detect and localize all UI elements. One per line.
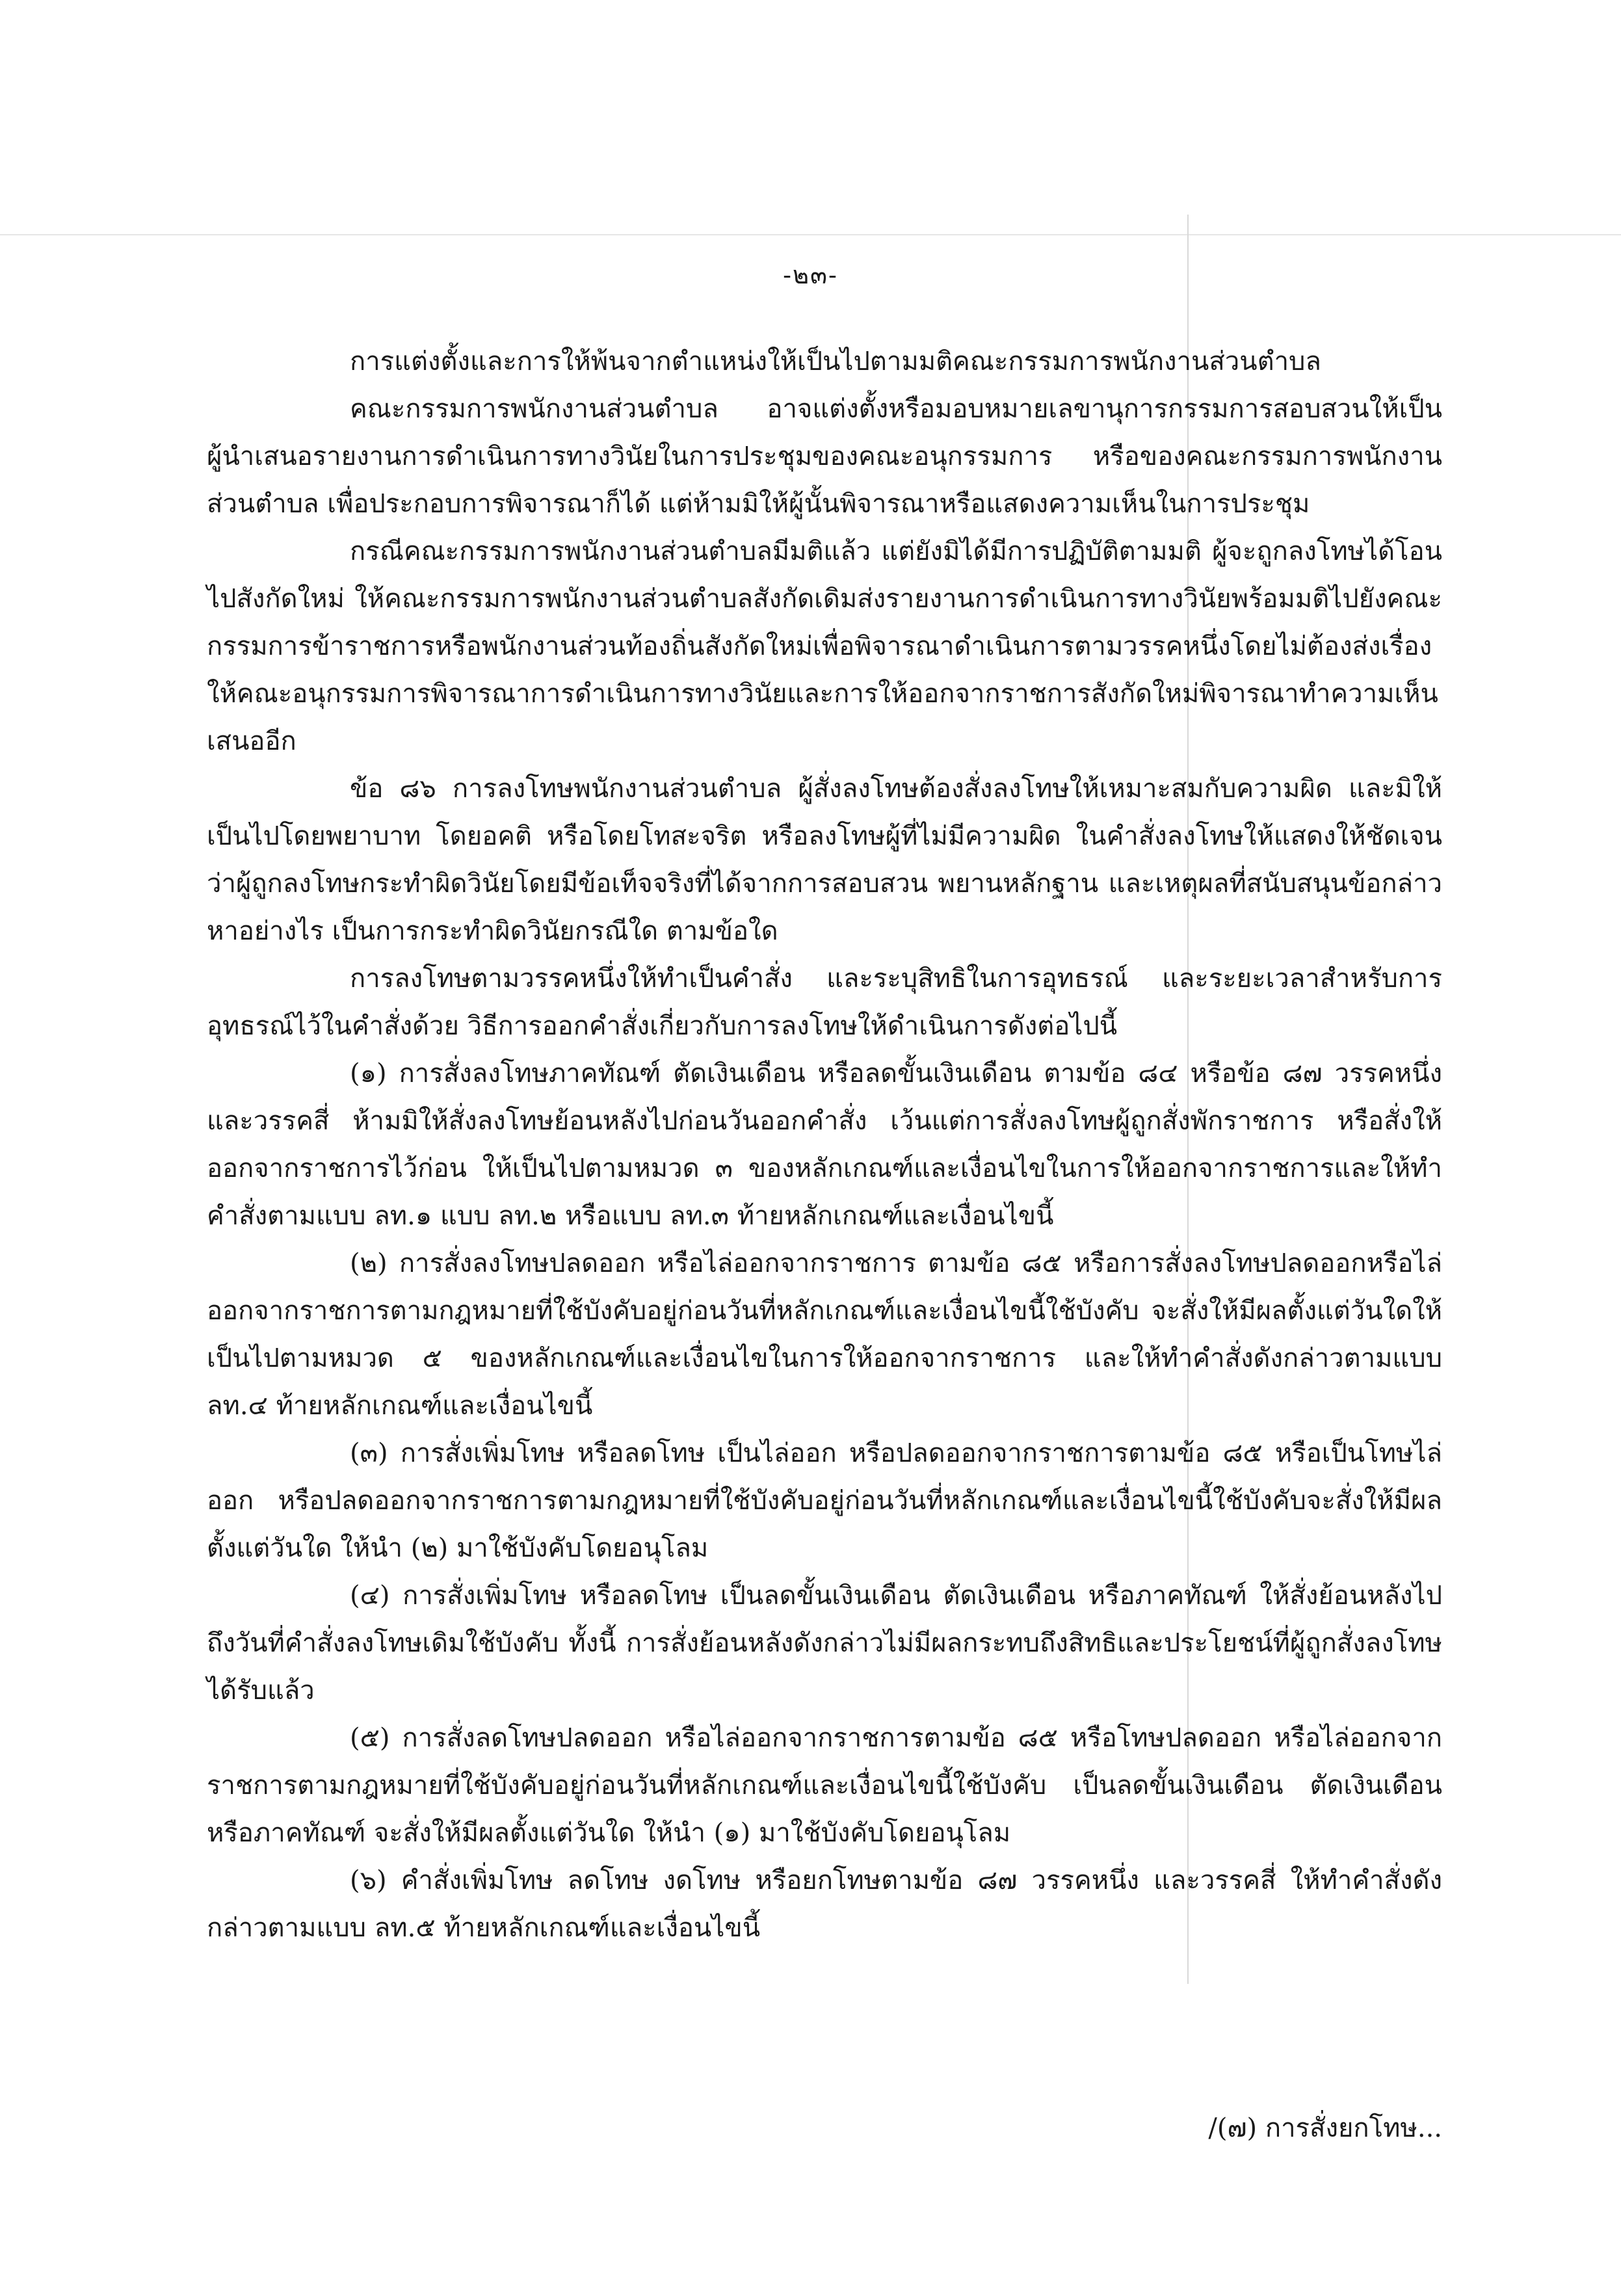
document-body <box>207 338 1442 1952</box>
paragraph: การแต่งตั้งและการให้พ้นจากตำแหน่งให้เป็นไปตามมติคณะกรรมการพนักงานส่วนตำบล <box>350 347 1321 376</box>
numbered-item-3: (๓) การสั่งเพิ่มโทษ หรือลดโทษ เป็นไล่ออก หรือปลดออกจากราชการตามข้อ ๘๕ หรือเป็นโทษไล่ออก หรือปลดออกจากราชการตามกฎหมายที่ใช้บังคับอยู่ก่อนวันที่หลักเกณฑ์และเงื่อนไขนี้ใช้บังคับจะสั่งให้มีผลตั้งแต่วันใด ให้นำ (๒) มาใช้บังคับโดยอนุโลม <box>207 1438 1442 1563</box>
scan-border-line <box>0 234 1621 235</box>
numbered-item-1: (๑) การสั่งลงโทษภาคทัณฑ์ ตัดเงินเดือน หรือลดขั้นเงินเดือน ตามข้อ ๘๔ หรือข้อ ๘๗ วรรคหนึ่งและวรรคสี่ ห้ามมิให้สั่งลงโทษย้อนหลังไปก่อนวันออกคำสั่ง เว้นแต่การสั่งลงโทษผู้ถูกสั่งพักราชการ หรือสั่งให้ออกจากราชการไว้ก่อน ให้เป็นไปตามหมวด ๓ ของหลักเกณฑ์และเงื่อนไขในการให้ออกจากราชการและให้ทำคำสั่งตามแบบ ลท.๑ แบบ ลท.๒ หรือแบบ ลท.๓ ท้ายหลักเกณฑ์และเงื่อนไขนี้ <box>207 1059 1442 1231</box>
numbered-item-4: (๔) การสั่งเพิ่มโทษ หรือลดโทษ เป็นลดขั้นเงินเดือน ตัดเงินเดือน หรือภาคทัณฑ์ ให้สั่งย้อนหลังไปถึงวันที่คำสั่งลงโทษเดิมใช้บังคับ ทั้งนี้ การสั่งย้อนหลังดังกล่าวไม่มีผลกระทบถึงสิทธิและประโยชน์ที่ผู้ถูกสั่งลงโทษได้รับแล้ว <box>207 1581 1442 1706</box>
paragraph: คณะกรรมการพนักงานส่วนตำบล อาจแต่งตั้งหรือมอบหมายเลขานุการกรรมการสอบสวนให้เป็นผู้นำเสนอรายงานการดำเนินการทางวินัยในการประชุมของคณะอนุกรรมการ หรือของคณะกรรมการพนักงานส่วนตำบล เพื่อประกอบการพิจารณาก็ได้ แต่ห้ามมิให้ผู้นั้นพิจารณาหรือแสดงความเห็นในการประชุม <box>207 394 1442 519</box>
continuation-note: /(๗) การสั่งยกโทษ... <box>1208 2113 1442 2143</box>
numbered-item-5: (๕) การสั่งลดโทษปลดออก หรือไล่ออกจากราชการตามข้อ ๘๕ หรือโทษปลดออก หรือไล่ออกจากราชการตามกฎหมายที่ใช้บังคับอยู่ก่อนวันที่หลักเกณฑ์และเงื่อนไขนี้ใช้บังคับ เป็นลดขั้นเงินเดือน ตัดเงินเดือนหรือภาคทัณฑ์ จะสั่งให้มีผลตั้งแต่วันใด ให้นำ (๑) มาใช้บังคับโดยอนุโลม <box>207 1723 1442 1848</box>
paragraph: การลงโทษตามวรรคหนึ่งให้ทำเป็นคำสั่ง และระบุสิทธิในการอุทธรณ์ และระยะเวลาสำหรับการอุทธรณ์ไว้ในคำสั่งด้วย วิธีการออกคำสั่งเกี่ยวกับการลงโทษให้ดำเนินการดังต่อไปนี้ <box>207 964 1442 1041</box>
page-number: -๒๓- <box>783 261 838 289</box>
paragraph-clause-86: ข้อ ๘๖ การลงโทษพนักงานส่วนตำบล ผู้สั่งลงโทษต้องสั่งลงโทษให้เหมาะสมกับความผิด และมิให้เป็นไปโดยพยาบาท โดยอคติ หรือโดยโทสะจริต หรือลงโทษผู้ที่ไม่มีความผิด ในคำสั่งลงโทษให้แสดงให้ชัดเจนว่าผู้ถูกลงโทษกระทำผิดวินัยโดยมีข้อเท็จจริงที่ได้จากการสอบสวน พยานหลักฐาน และเหตุผลที่สนับสนุนข้อกล่าวหาอย่างไร เป็นการกระทำผิดวินัยกรณีใด ตามข้อใด <box>207 774 1442 946</box>
paragraph: กรณีคณะกรรมการพนักงานส่วนตำบลมีมติแล้ว แต่ยังมิได้มีการปฏิบัติตามมติ ผู้จะถูกลงโทษได้โอนไปสังกัดใหม่ ให้คณะกรรมการพนักงานส่วนตำบลสังกัดเดิมส่งรายงานการดำเนินการทางวินัยพร้อมมติไปยังคณะกรรมการข้าราชการหรือพนักงานส่วนท้องถิ่นสังกัดใหม่เพื่อพิจารณาดำเนินการตามวรรคหนึ่งโดยไม่ต้องส่งเรื่องให้คณะอนุกรรมการพิจารณาการดำเนินการทางวินัยและการให้ออกจากราชการสังกัดใหม่พิจารณาทำความเห็นเสนออีก <box>207 536 1442 756</box>
numbered-item-6: (๖) คำสั่งเพิ่มโทษ ลดโทษ งดโทษ หรือยกโทษตามข้อ ๘๗ วรรคหนึ่ง และวรรคสี่ ให้ทำคำสั่งดังกล่าวตามแบบ ลท.๕ ท้ายหลักเกณฑ์และเงื่อนไขนี้ <box>207 1866 1442 1943</box>
numbered-item-2: (๒) การสั่งลงโทษปลดออก หรือไล่ออกจากราชการ ตามข้อ ๘๕ หรือการสั่งลงโทษปลดออกหรือไล่ออกจากราชการตามกฎหมายที่ใช้บังคับอยู่ก่อนวันที่หลักเกณฑ์และเงื่อนไขนี้ใช้บังคับ จะสั่งให้มีผลตั้งแต่วันใดให้เป็นไปตามหมวด ๕ ของหลักเกณฑ์และเงื่อนไขในการให้ออกจากราชการ และให้ทำคำสั่งดังกล่าวตามแบบ ลท.๔ ท้ายหลักเกณฑ์และเงื่อนไขนี้ <box>207 1248 1442 1421</box>
